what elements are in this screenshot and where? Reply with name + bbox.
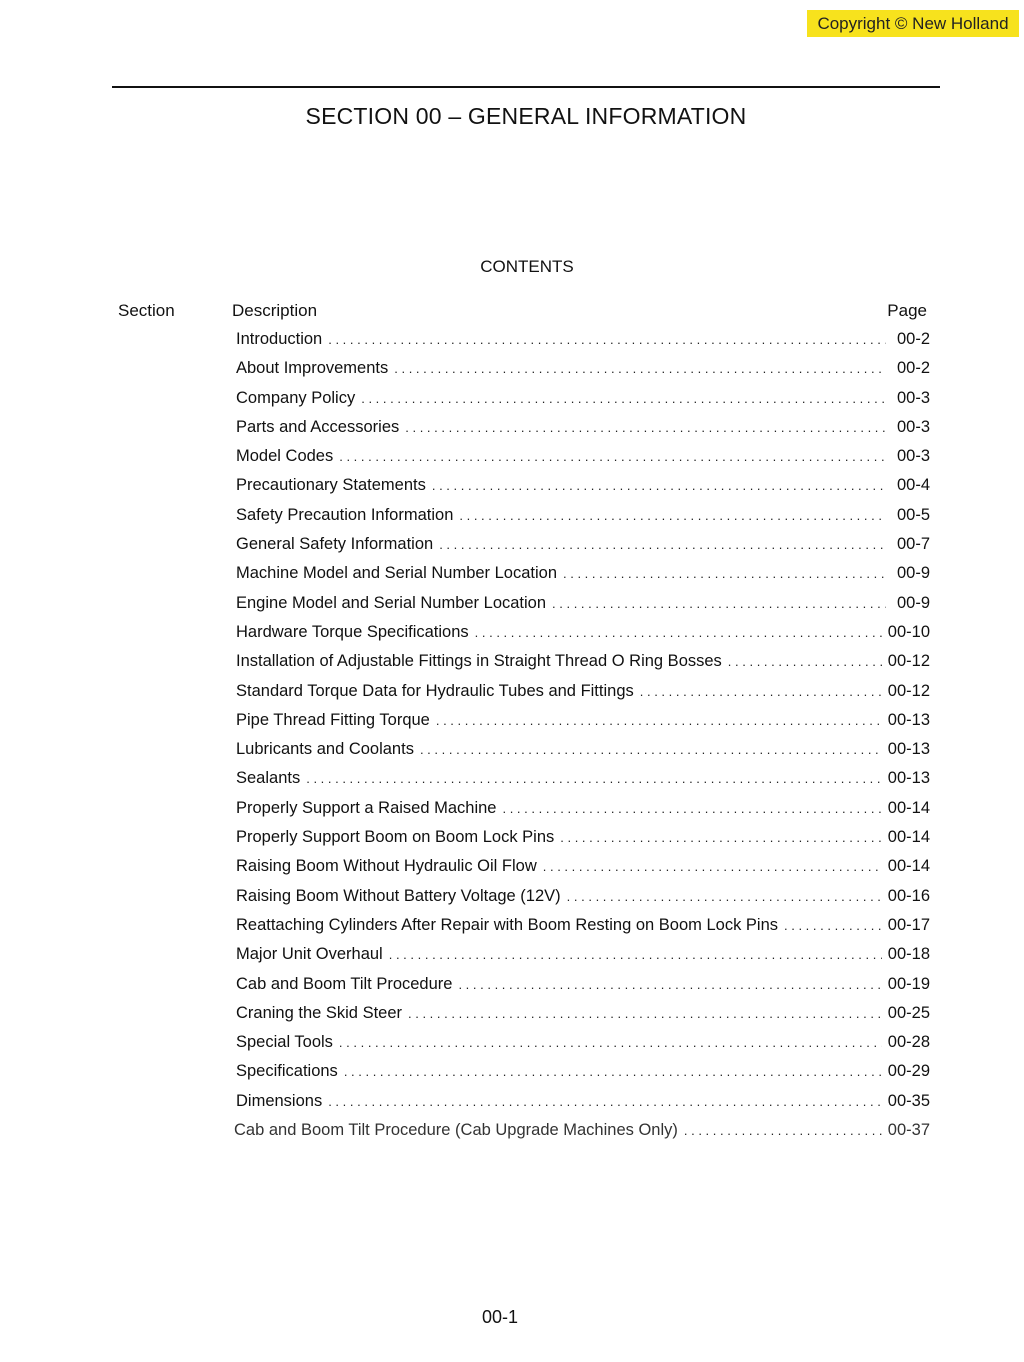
toc-entry-page: 00-5 (896, 505, 930, 524)
toc-entry-title: Raising Boom Without Battery Voltage (12V) (236, 886, 561, 905)
toc-entry[interactable] (236, 999, 930, 1028)
dot-leader (306, 764, 882, 793)
toc-entry-title: Major Unit Overhaul (236, 945, 383, 964)
toc-entry-title: Sealants (236, 769, 301, 788)
toc-entry-page: 00-9 (896, 593, 930, 612)
toc-entry-page: 00-12 (887, 681, 930, 700)
table-of-contents (236, 325, 930, 1145)
toc-entry[interactable] (236, 559, 930, 588)
toc-entry[interactable] (236, 940, 930, 969)
toc-entry[interactable] (236, 706, 930, 735)
toc-entry[interactable] (236, 413, 930, 442)
toc-entry-page: 00-18 (887, 945, 930, 964)
toc-entry-title: Machine Model and Serial Number Location (236, 564, 558, 583)
toc-entry-title: Reattaching Cylinders After Repair with Boom Resting on Boom Lock Pins (236, 915, 779, 934)
toc-entry-title: General Safety Information (236, 535, 434, 554)
toc-entry-title: Engine Model and Serial Number Location (236, 593, 547, 612)
dot-leader (784, 911, 882, 940)
toc-entry[interactable] (236, 882, 930, 911)
page-number: 00-1 (481, 1307, 519, 1327)
dot-leader (640, 677, 882, 706)
dot-leader (567, 882, 882, 911)
dot-leader (728, 647, 882, 676)
toc-entry[interactable] (236, 735, 930, 764)
toc-entry-page: 00-10 (887, 622, 930, 641)
dot-leader (459, 501, 886, 530)
toc-entry-page: 00-29 (887, 1062, 930, 1081)
toc-entry-page: 00-14 (887, 857, 930, 876)
dot-leader (560, 823, 882, 852)
dot-leader (439, 530, 886, 559)
toc-entry-title: Properly Support Boom on Boom Lock Pins (236, 828, 555, 847)
toc-entry-page: 00-7 (896, 535, 930, 554)
toc-entry[interactable] (236, 970, 930, 999)
toc-entry-title: Properly Support a Raised Machine (236, 798, 497, 817)
dot-leader (436, 706, 882, 735)
toc-entry-page: 00-35 (887, 1091, 930, 1110)
column-header-description: Description (232, 301, 318, 320)
toc-entry-title: Installation of Adjustable Fittings in Straight Thread O Ring Bosses (236, 652, 722, 671)
toc-entry[interactable] (236, 1028, 930, 1057)
toc-entry-page: 00-13 (887, 769, 930, 788)
toc-entry-page: 00-3 (896, 388, 930, 407)
section-title: SECTION 00 – GENERAL INFORMATION (305, 103, 747, 129)
toc-entry-title: Precautionary Statements (236, 476, 426, 495)
toc-entry-page: 00-13 (887, 710, 930, 729)
toc-entry[interactable] (236, 823, 930, 852)
dot-leader (563, 559, 886, 588)
dot-leader (394, 354, 886, 383)
dot-leader (502, 794, 881, 823)
toc-entry[interactable] (236, 589, 930, 618)
toc-entry-page: 00-16 (887, 886, 930, 905)
toc-entry-page: 00-25 (887, 1003, 930, 1022)
toc-entry-title: Model Codes (236, 447, 334, 466)
toc-entry-title: Introduction (236, 330, 323, 348)
toc-entry-page: 00-2 (896, 359, 930, 378)
toc-entry-title: Lubricants and Coolants (236, 740, 414, 759)
dot-leader (339, 442, 886, 471)
toc-entry-page: 00-14 (887, 828, 930, 847)
toc-entry-page: 00-37 (887, 1121, 930, 1140)
dot-leader (361, 384, 886, 413)
toc-entry[interactable] (236, 647, 930, 676)
toc-entry-page: 00-3 (896, 447, 930, 466)
toc-entry[interactable] (236, 852, 930, 881)
toc-entry[interactable] (236, 354, 930, 383)
toc-entry[interactable] (236, 530, 930, 559)
toc-entry-title: Cab and Boom Tilt Procedure (Cab Upgrade Machines Only) (234, 1121, 678, 1140)
dot-leader (420, 735, 882, 764)
toc-entry[interactable] (234, 1116, 930, 1145)
dot-leader (328, 1087, 882, 1116)
dot-leader (552, 589, 886, 618)
toc-entry-title: Safety Precaution Information (236, 505, 454, 524)
dot-leader (408, 999, 882, 1028)
toc-entry-title: Hardware Torque Specifications (236, 622, 469, 641)
toc-entry[interactable] (236, 442, 930, 471)
column-header-section: Section (118, 301, 175, 320)
toc-entry-page: 00-4 (896, 476, 930, 495)
toc-entry[interactable] (236, 794, 930, 823)
dot-leader (344, 1057, 882, 1086)
toc-entry[interactable] (236, 1087, 930, 1116)
toc-entry-title: Dimensions (236, 1091, 323, 1110)
toc-entry[interactable] (236, 1057, 930, 1086)
dot-leader (458, 970, 881, 999)
dot-leader (405, 413, 886, 442)
toc-entry-page: 00-28 (887, 1033, 930, 1052)
contents-heading: CONTENTS (480, 257, 574, 276)
header-rule (112, 86, 940, 88)
toc-entry-page: 00-12 (887, 652, 930, 671)
toc-entry[interactable] (236, 677, 930, 706)
toc-entry-title: About Improvements (236, 359, 389, 378)
toc-entry[interactable] (236, 764, 930, 793)
toc-entry[interactable] (236, 911, 930, 940)
toc-entry[interactable] (236, 325, 930, 354)
dot-leader (389, 940, 882, 969)
toc-entry[interactable] (236, 618, 930, 647)
toc-entry[interactable] (236, 471, 930, 500)
dot-leader (339, 1028, 882, 1057)
toc-entry[interactable] (236, 501, 930, 530)
toc-entry-page: 00-2 (896, 330, 930, 348)
toc-entry-page: 00-17 (887, 915, 930, 934)
toc-entry-page: 00-9 (896, 564, 930, 583)
toc-entry-page: 00-14 (887, 798, 930, 817)
toc-entry-title: Craning the Skid Steer (236, 1003, 403, 1022)
dot-leader (475, 618, 882, 647)
toc-entry-title: Raising Boom Without Hydraulic Oil Flow (236, 857, 537, 876)
dot-leader (684, 1116, 882, 1145)
toc-entry-title: Specifications (236, 1062, 338, 1081)
toc-entry-title: Special Tools (236, 1033, 333, 1052)
toc-entry-title: Parts and Accessories (236, 417, 400, 436)
toc-entry-title: Standard Torque Data for Hydraulic Tubes and Fittings (236, 681, 634, 700)
toc-entry[interactable] (236, 384, 930, 413)
column-header-page: Page (887, 301, 927, 320)
copyright-badge: Copyright © New Holland (807, 10, 1019, 37)
toc-entry-title: Company Policy (236, 388, 356, 407)
toc-entry-title: Pipe Thread Fitting Torque (236, 710, 430, 729)
toc-entry-title: Cab and Boom Tilt Procedure (236, 974, 453, 993)
toc-entry-page: 00-13 (887, 740, 930, 759)
toc-entry-page: 00-3 (896, 417, 930, 436)
dot-leader (328, 325, 886, 354)
toc-entry-page: 00-19 (887, 974, 930, 993)
dot-leader (543, 852, 882, 881)
dot-leader (432, 471, 886, 500)
